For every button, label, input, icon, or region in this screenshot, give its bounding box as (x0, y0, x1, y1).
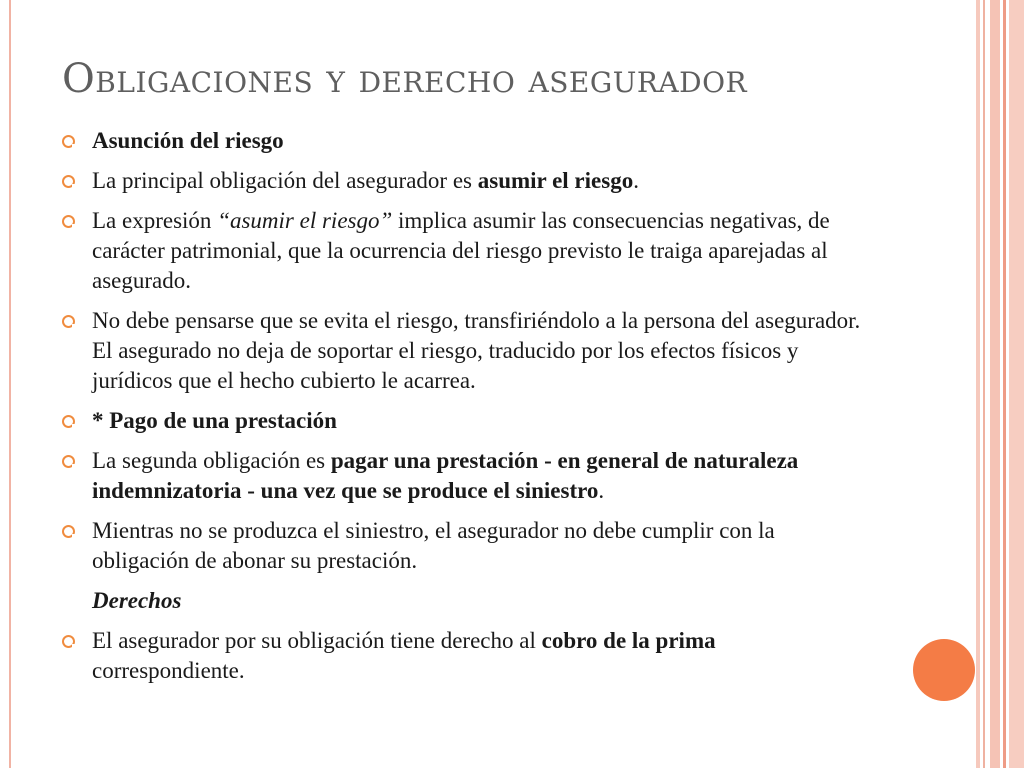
item-text: asumir el riesgo (477, 168, 634, 193)
item-text: Mientras no se produzca el siniestro, el asegurador no debe cumplir con la obligación de abonar su prestación. (92, 518, 775, 573)
right-decorative-stripes (976, 0, 1024, 768)
bullet-icon (62, 215, 75, 228)
stripe (983, 0, 985, 768)
item-text: implica asumir las consecuencias negativas, de carácter patrimonial, que la ocurrencia del riesgo previsto le traiga aparejadas al asegurado. (92, 208, 830, 293)
subheading-item (62, 586, 862, 616)
bullet-item (62, 166, 862, 196)
bullet-icon (62, 635, 75, 648)
item-text: La segunda obligación es (92, 448, 331, 473)
item-text: * Pago de una prestación (92, 408, 337, 433)
bullet-item (62, 206, 862, 296)
stripe (1009, 0, 1024, 768)
item-text: “asumir el riesgo” (217, 208, 393, 233)
bullet-icon (62, 415, 75, 428)
left-decorative-rule (9, 0, 11, 768)
item-text: cobro de la prima (541, 628, 716, 653)
item-text: correspondiente. (92, 658, 245, 683)
decorative-orange-circle (913, 639, 975, 701)
bullet-icon (62, 315, 75, 328)
item-text: La principal obligación del asegurador es (92, 168, 478, 193)
bullet-icon (62, 175, 75, 188)
bullet-icon (62, 525, 75, 538)
item-text: Asunción del riesgo (92, 128, 284, 153)
stripe (976, 0, 980, 768)
item-text: . (633, 168, 639, 193)
item-text: No debe pensarse que se evita el riesgo, transfiriéndolo a la persona del asegurador. El asegurado no deja de soportar el riesgo, traducido por los efectos físicos y jurídicos que el hecho cubierto le acarrea. (92, 308, 861, 393)
item-text: El asegurador por su obligación tiene derecho al (92, 628, 542, 653)
stripe (1003, 0, 1006, 768)
bullet-item (62, 126, 862, 156)
item-text: . (598, 478, 605, 503)
bullet-item (62, 306, 862, 396)
bullet-item (62, 626, 862, 686)
bullet-item (62, 446, 862, 506)
bullet-icon (62, 135, 75, 148)
bullet-icon (62, 455, 75, 468)
stripe (990, 0, 1000, 768)
bullet-list (62, 126, 862, 696)
bullet-item (62, 406, 862, 436)
item-text: pagar una prestación - en general de naturaleza indemnizatoria - una vez que se produce el siniestro (92, 448, 799, 503)
bullet-item (62, 516, 862, 576)
item-text: Derechos (92, 588, 182, 613)
item-text: La expresión (92, 208, 218, 233)
slide-title: Obligaciones y derecho asegurador (62, 56, 748, 102)
